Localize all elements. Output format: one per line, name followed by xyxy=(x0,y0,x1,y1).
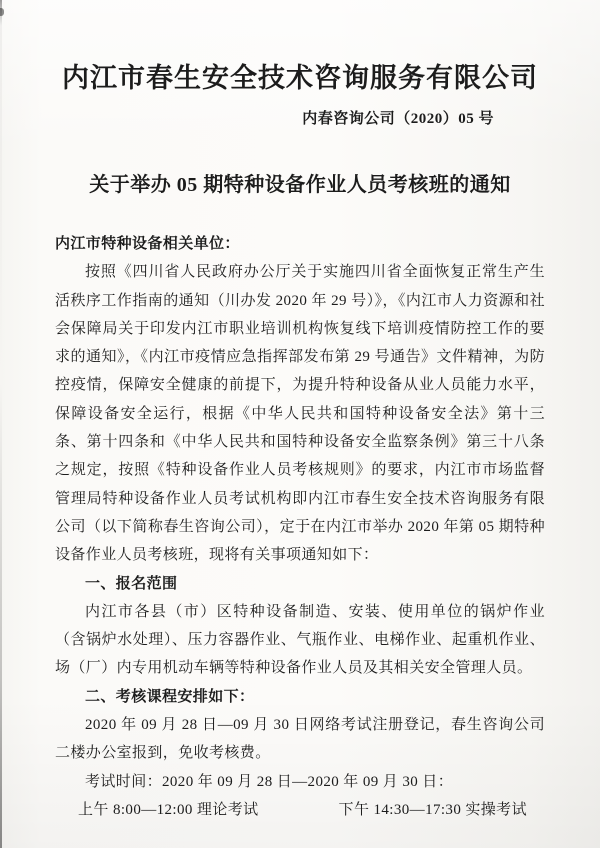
section-2-heading: 二、考核课程安排如下： xyxy=(85,688,255,705)
registration-paragraph: 2020 年 09 月 28 日—09 月 30 日网络考试注册登记，春生咨询公司二楼办公室报到，免收考核费。 xyxy=(55,717,545,762)
section-1-paragraph: 内江市各县（市）区特种设备制造、安装、使用单位的锅炉作业（含锅炉水处理）、压力容器作业、气瓶作业、电梯作业、起重机作业、场（厂）内专用机动车辆等特种设备作业人员及其相关安全管理人员。 xyxy=(55,603,545,677)
company-title: 内江市春生安全技术咨询服务有限公司 xyxy=(62,63,538,93)
afternoon-session: 下午 14:30—17:30 实操考试 xyxy=(338,801,527,818)
morning-session: 上午 8:00—12:00 理论考试 xyxy=(78,801,259,818)
exam-schedule-line xyxy=(55,796,545,824)
document-body xyxy=(55,230,545,824)
intro-paragraph: 按照《四川省人民政府办公厅关于实施四川省全面恢复正常生产生活秩序工作指南的通知（川办发 2020 年 29 号）》，《内江市人力资源和社会保障局关于印发内江市职业培训机构恢复线下培训疫情防控工作的要求的通知》，《内江市疫情应急指挥部发布第 29 号通告》文件精神，为防控疫情，保障安全健康的前提下，为提升特种设备从业人员能力水平，保障设备安全运行，根据《中华人民共和国特种设备安全法》第十三条、第十四条和《中华人民共和国特种设备安全监察条例》第三十八条之规定，按照《特种设备作业人员考核规则》的要求，内江市市场监督管理局特种设备作业人员考试机构即内江市春生安全技术咨询服务有限公司（以下简称春生咨询公司），定于在内江市举办 2020 年第 05 期特种设备作业人员考核班，现将有关事项通知如下： xyxy=(55,264,545,564)
exam-time-line: 考试时间：2020 年 09 月 28 日—2020 年 09 月 30 日： xyxy=(85,773,454,790)
section-1-heading: 一、报名范围 xyxy=(85,575,178,592)
document-number: 内春咨询公司（2020）05 号 xyxy=(302,111,494,127)
salutation: 内江市特种设备相关单位： xyxy=(55,236,240,252)
notice-title: 关于举办 05 期特种设备作业人员考核班的通知 xyxy=(89,174,511,196)
